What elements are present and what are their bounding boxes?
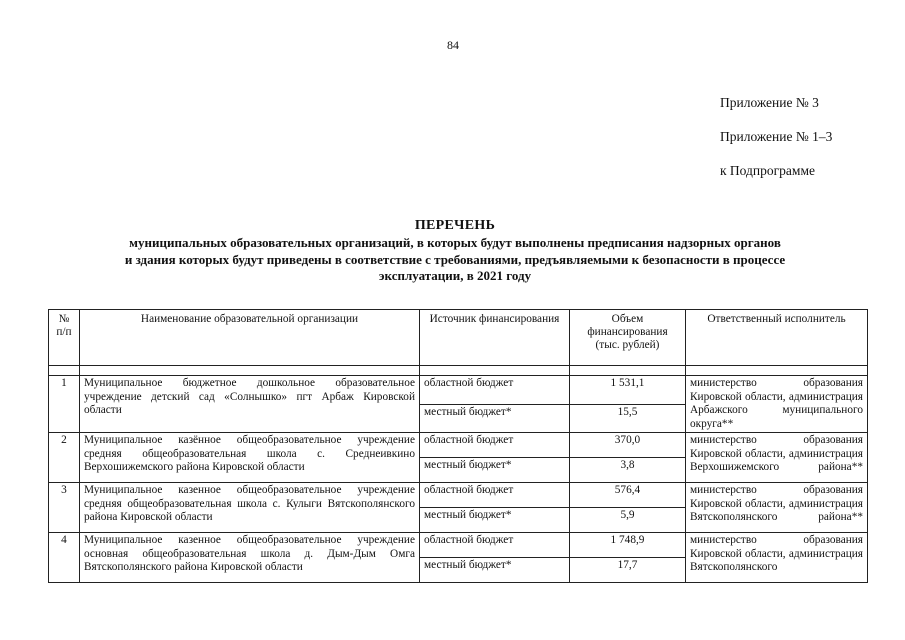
row-num: 1 [49,376,80,433]
funding-amount: 17,7 [570,558,686,583]
funding-amount: 1 748,9 [570,533,686,558]
header-executor: Ответственный исполнитель [686,310,868,366]
org-name: Муниципальное казенное общеобразовательное учреждение основная общеобразовательная школа д. Дым-Дым Омга Вятскополянского района Кировской области [80,533,420,583]
funding-source: областной бюджет [420,483,570,508]
org-name: Муниципальное казённое общеобразовательное учреждение средняя общеобразовательная школа с. Среднеивкино Верхошижемского района Кировской области [80,433,420,483]
row-num: 4 [49,533,80,583]
table-row [49,533,868,558]
header-name: Наименование образовательной организации [80,310,420,366]
table-spacer-row [49,366,868,376]
table-row [49,433,868,458]
title-main: ПЕРЕЧЕНЬ [414,218,496,233]
table-header-row [49,310,868,366]
page-number: 84 [447,38,459,52]
header-source: Источник финансирования [420,310,570,366]
funding-source: областной бюджет [420,533,570,558]
header-num: № п/п [49,310,80,366]
responsible-executor: министерство образования Кировской области, администрация Арбажского муниципального округа** [686,376,868,433]
responsible-executor: министерство образования Кировской области, администрация Вятскополянского района** [686,483,868,533]
funding-amount: 3,8 [570,458,686,483]
title-line-3: эксплуатации, в 2021 году [378,268,532,283]
responsible-executor [686,533,868,583]
table-row [49,483,868,508]
funding-amount: 15,5 [570,404,686,433]
org-name: Муниципальное бюджетное дошкольное образовательное учреждение детский сад «Солнышко» пгт Арбаж Кировской области [80,376,420,433]
executor-text: министерство образования Кировской области, администрация Вятскополянского [690,534,863,573]
appendix-reference: к Подпрограмме [720,163,815,178]
table-row [49,376,868,405]
funding-source: местный бюджет* [420,404,570,433]
org-name: Муниципальное казенное общеобразовательное учреждение средняя общеобразовательная школа с. Кулыги Вятскополянского района Кировской области [80,483,420,533]
funding-source: местный бюджет* [420,458,570,483]
appendix-sublabel: Приложение № 1–3 [720,129,833,144]
document-title [40,216,870,285]
funding-amount: 5,9 [570,508,686,533]
funding-source: местный бюджет* [420,508,570,533]
header-amount: Объем финансирования (тыс. рублей) [570,310,686,366]
funding-source: областной бюджет [420,433,570,458]
funding-source: областной бюджет [420,376,570,405]
organizations-table [48,309,868,583]
row-num: 2 [49,433,80,483]
responsible-executor: министерство образования Кировской области, администрация Верхошижемского района** [686,433,868,483]
title-line-1: муниципальных образовательных организаций, в которых будут выполнены предписания надзорных органов [129,235,781,250]
funding-amount: 1 531,1 [570,376,686,405]
funding-source: местный бюджет* [420,558,570,583]
funding-amount: 576,4 [570,483,686,508]
row-num: 3 [49,483,80,533]
funding-amount: 370,0 [570,433,686,458]
appendix-label: Приложение № 3 [720,95,819,110]
title-line-2: и здания которых будут приведены в соответствие с требованиями, предъявляемыми к безопасности в процессе [124,251,786,267]
